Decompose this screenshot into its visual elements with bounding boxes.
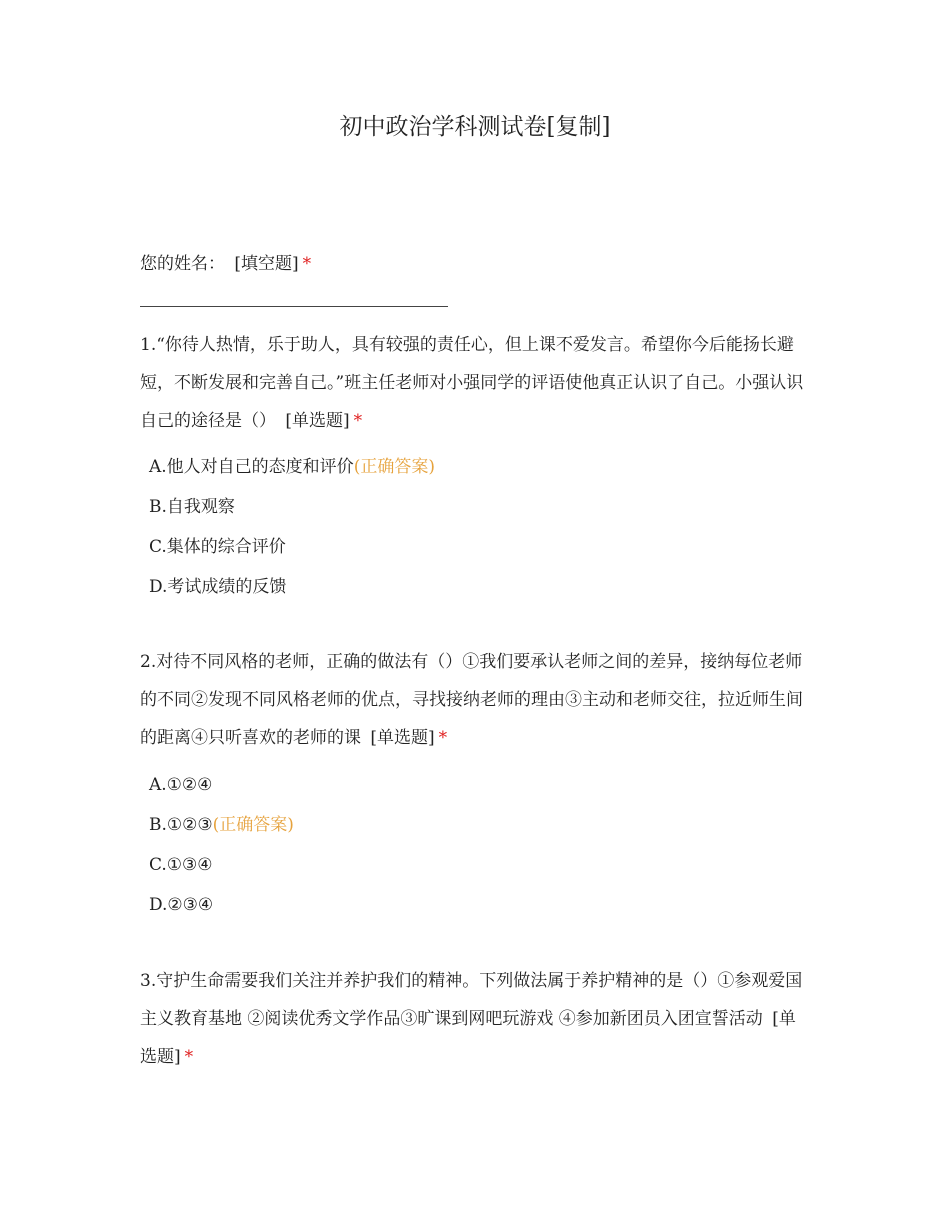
question-1-options [149,447,435,607]
question-3-type: [单选题] [140,1009,796,1067]
correct-answer-tag: (正确答案) [353,457,435,477]
required-mark: * [184,1047,194,1067]
question-2-type: [单选题] [370,728,435,748]
option-q1-d[interactable]: D.考试成绩的反馈 [149,577,287,597]
question-2-options [149,765,294,925]
option-q2-a[interactable]: A.①②④ [149,775,213,795]
page-title: 初中政治学科测试卷[复制] [339,114,611,140]
question-1-type: [单选题] [285,411,350,431]
option-q1-c[interactable]: C.集体的综合评价 [149,537,286,557]
name-blank-field[interactable] [140,306,448,307]
option-q2-d[interactable]: D.②③④ [149,895,214,915]
required-mark: * [353,411,363,431]
question-3 [140,962,812,1076]
required-mark: * [438,728,448,748]
name-label: 您的姓名： [140,254,225,274]
option-q1-a[interactable]: A.他人对自己的态度和评价(正确答案) [149,457,435,477]
required-mark: * [302,254,312,274]
question-2-text: 2.对待不同风格的老师，正确的做法有（）①我们要承认老师之间的差异，接纳每位老师的不同②发现不同风格老师的优点，寻找接纳老师的理由③主动和老师交往，拉近师生间的距离④只听喜欢的老师的课 [140,652,803,748]
question-2 [140,643,812,757]
question-1 [140,326,812,440]
option-q2-c[interactable]: C.①③④ [149,855,213,875]
option-q1-b[interactable]: B.自我观察 [149,497,235,517]
question-3-text: 3.守护生命需要我们关注并养护我们的精神。下列做法属于养护精神的是（）①参观爱国主义教育基地 ②阅读优秀文学作品③旷课到网吧玩游戏 ④参加新团员入团宣誓活动 [140,971,803,1029]
correct-answer-tag: (正确答案) [212,815,294,835]
name-question [140,245,812,283]
option-q2-b[interactable]: B.①②③(正确答案) [149,815,294,835]
question-1-text: 1.“你待人热情，乐于助人，具有较强的责任心，但上课不爱发言。希望你今后能扬长避短，不断发展和完善自己。”班主任老师对小强同学的评语使他真正认识了自己。小强认识自己的途径是（） [140,335,804,431]
question-type: [填空题] [234,254,299,274]
